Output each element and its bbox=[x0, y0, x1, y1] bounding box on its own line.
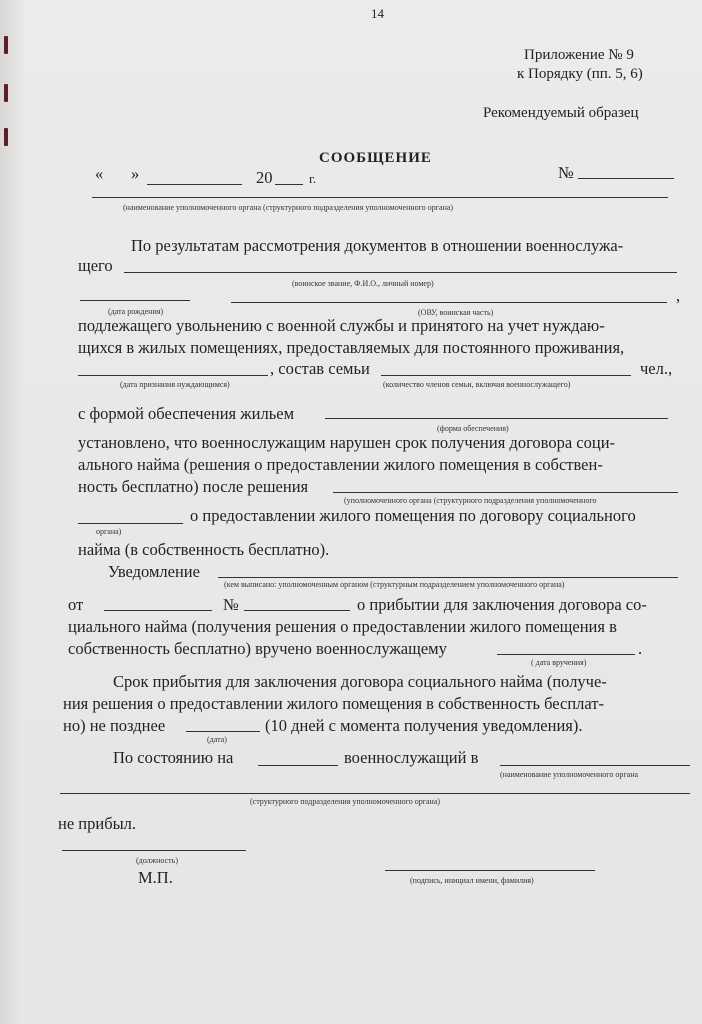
hint-unit: (ОВУ, воинская часть) bbox=[418, 308, 494, 317]
delivery-date-field[interactable] bbox=[497, 654, 635, 655]
hint-signature: (подпись, инициал имени, фамилия) bbox=[410, 876, 534, 885]
p5-line2: ния решения о предоставлении жилого помещения в собственность бесплат- bbox=[63, 694, 604, 713]
period: . bbox=[638, 639, 643, 658]
year-prefix: 20 bbox=[256, 168, 273, 187]
p1-line2: щего bbox=[78, 256, 113, 275]
hint-family-count: (количество членов семьи, включая военнослужащего) bbox=[383, 380, 571, 389]
p3-line1: установлено, что военнослужащим нарушен срок получения договора соци- bbox=[78, 433, 616, 452]
p3-line2: ального найма (решения о предоставлении жилого помещения в собствен- bbox=[78, 455, 603, 474]
decision-organ-field[interactable] bbox=[333, 492, 678, 493]
servicemember-field[interactable] bbox=[124, 272, 677, 273]
notice-tail: о прибытии для заключения договора со- bbox=[357, 595, 647, 614]
family-count-field[interactable] bbox=[381, 375, 631, 376]
date-close-quote: » bbox=[131, 164, 140, 183]
page-number: 14 bbox=[371, 6, 384, 21]
hint-provision-form: (форма обеспечения) bbox=[437, 424, 509, 433]
hint-structural-unit: (структурного подразделения уполномоченного органа) bbox=[250, 797, 441, 806]
hint-date: (дата) bbox=[207, 735, 227, 744]
hint-decision-organ-1: (уполномоченного органа (структурного подразделения уполномоченного bbox=[344, 496, 597, 505]
status-servicemember: военнослужащий в bbox=[344, 748, 479, 767]
number-sign: № bbox=[558, 163, 574, 182]
hint-rank-name: (воинское звание, Ф.И.О., личный номер) bbox=[292, 279, 434, 288]
issued-by-field[interactable] bbox=[218, 577, 678, 578]
from-label: от bbox=[68, 595, 84, 614]
family-label: , состав семьи bbox=[270, 359, 370, 378]
status-label: По состоянию на bbox=[113, 748, 234, 767]
year-field[interactable] bbox=[275, 184, 303, 185]
p3-line3: ность бесплатно) после решения bbox=[78, 477, 309, 496]
p3-line5: найма (в собственность бесплатно). bbox=[78, 540, 330, 559]
hint-birth-date: (дата рождения) bbox=[108, 307, 164, 316]
decision-organ-field-cont[interactable] bbox=[78, 523, 183, 524]
not-arrived: не прибыл. bbox=[58, 814, 137, 833]
number-field[interactable] bbox=[578, 178, 674, 179]
month-field[interactable] bbox=[147, 184, 242, 185]
hint-decision-organ-2: органа) bbox=[96, 527, 122, 536]
notice-date-field[interactable] bbox=[104, 610, 212, 611]
year-suffix: г. bbox=[309, 171, 317, 186]
recognition-date-field[interactable] bbox=[78, 375, 268, 376]
deadline-date-field[interactable] bbox=[186, 731, 260, 732]
appendix-label: Приложение № 9 bbox=[524, 47, 634, 63]
unit-field[interactable] bbox=[231, 302, 667, 303]
hint-issued-by: (кем выписано: уполномоченным органом (структурным подразделением уполномоченного органа) bbox=[224, 580, 565, 589]
birth-date-field[interactable] bbox=[80, 300, 190, 301]
binder-ring bbox=[4, 128, 8, 146]
p2-line2: щихся в жилых помещениях, предоставляемых для постоянного проживания, bbox=[78, 338, 625, 357]
organ-name-field[interactable] bbox=[92, 197, 668, 198]
hint-delivery-date: ( дата вручения) bbox=[531, 658, 587, 667]
p3-line4: о предоставлении жилого помещения по договору социального bbox=[190, 506, 636, 525]
position-field[interactable] bbox=[62, 850, 246, 851]
persons-label: чел., bbox=[640, 359, 673, 378]
binder-ring bbox=[4, 84, 8, 102]
provision-form-field[interactable] bbox=[325, 418, 668, 419]
notice-number-sign: № bbox=[223, 595, 239, 614]
document-title: СООБЩЕНИЕ bbox=[319, 150, 432, 166]
p4-line2: циального найма (получения решения о предоставлении жилого помещения в bbox=[68, 617, 617, 636]
p5-line3a: но) не позднее bbox=[63, 716, 166, 735]
stamp-label: М.П. bbox=[138, 868, 173, 887]
notice-number-field[interactable] bbox=[244, 610, 350, 611]
signature-field[interactable] bbox=[385, 870, 595, 871]
p1-line1: По результатам рассмотрения документов в отношении военнослужа- bbox=[131, 236, 624, 255]
binder-edge bbox=[0, 0, 24, 1024]
structural-unit-field[interactable] bbox=[60, 793, 690, 794]
p5-line1: Срок прибытия для заключения договора социального найма (получе- bbox=[113, 672, 607, 691]
hint-recognition-date: (дата признания нуждающимся) bbox=[120, 380, 230, 389]
comma: , bbox=[676, 286, 681, 305]
hint-organ-name: (наименование уполномоченного органа (структурного подразделения уполномоченного органа) bbox=[123, 203, 454, 212]
sample-label: Рекомендуемый образец bbox=[483, 105, 639, 121]
order-reference: к Порядку (пп. 5, 6) bbox=[517, 66, 643, 82]
hint-position: (должность) bbox=[136, 856, 178, 865]
status-date-field[interactable] bbox=[258, 765, 338, 766]
p4-line3: собственность бесплатно) вручено военнослужащему bbox=[68, 639, 447, 658]
status-organ-field[interactable] bbox=[500, 765, 690, 766]
date-open-quote: « bbox=[95, 164, 104, 183]
notice-label: Уведомление bbox=[108, 562, 200, 581]
hint-organ-name-2: (наименование уполномоченного органа bbox=[500, 770, 639, 779]
binder-ring bbox=[4, 36, 8, 54]
p2-line1: подлежащего увольнению с военной службы и принятого на учет нуждаю- bbox=[78, 316, 605, 335]
housing-form-label: с формой обеспечения жильем bbox=[78, 404, 295, 423]
p5-line3b: (10 дней с момента получения уведомления). bbox=[265, 716, 583, 735]
